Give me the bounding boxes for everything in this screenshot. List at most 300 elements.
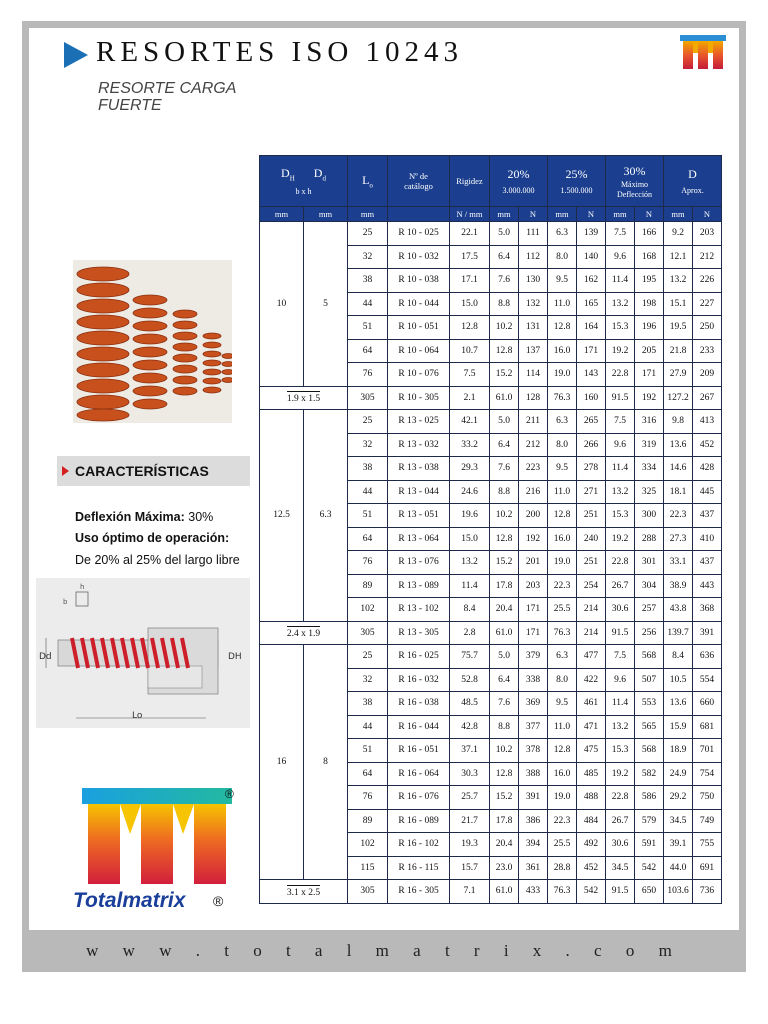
value-cell: 32 [348, 668, 388, 692]
value-cell: 15.1 [664, 292, 693, 316]
value-cell: 6.4 [490, 433, 519, 457]
value-cell: 267 [693, 386, 722, 410]
value-cell: 681 [693, 715, 722, 739]
catalog-cell: R 16 - 089 [388, 809, 450, 833]
catalog-cell: R 10 - 305 [388, 386, 450, 410]
footer-bar [22, 930, 746, 972]
value-cell: 7.6 [490, 457, 519, 481]
value-cell: 13.6 [664, 692, 693, 716]
col-header-lo: $L_o$ [348, 156, 388, 207]
dh-cell: 10 [260, 222, 304, 387]
value-cell: 437 [693, 504, 722, 528]
value-cell: 227 [693, 292, 722, 316]
value-cell: 139.7 [664, 621, 693, 645]
value-cell: 75.7 [450, 645, 490, 669]
value-cell: 34.5 [606, 856, 635, 880]
value-cell: 127.2 [664, 386, 693, 410]
value-cell: 554 [693, 668, 722, 692]
value-cell: 48.5 [450, 692, 490, 716]
value-cell: 9.6 [606, 245, 635, 269]
catalog-cell: R 16 - 076 [388, 786, 450, 810]
value-cell: 114 [519, 363, 548, 387]
value-cell: 750 [693, 786, 722, 810]
value-cell: 192 [635, 386, 664, 410]
spring-spec-table [259, 155, 722, 904]
footer-url[interactable]: w w w . t o t a l m a t r i x . c o m [86, 941, 682, 960]
bxh-value: 3.1 x 2.5 [287, 885, 320, 898]
value-cell: 288 [635, 527, 664, 551]
catalog-cell: R 13 - 064 [388, 527, 450, 551]
value-cell: 37.1 [450, 739, 490, 763]
unit-cell: mm [664, 207, 693, 222]
value-cell: 305 [348, 880, 388, 904]
subtitle-line-1: RESORTE CARGA [98, 80, 237, 97]
deflection-spec [75, 510, 213, 524]
col-header-rigidez: Rigidez [450, 156, 490, 207]
unit-cell: mm [548, 207, 577, 222]
value-cell: 394 [519, 833, 548, 857]
value-cell: 29.3 [450, 457, 490, 481]
value-cell: 386 [519, 809, 548, 833]
value-cell: 38 [348, 269, 388, 293]
unit-cell: mm [304, 207, 348, 222]
value-cell: 160 [577, 386, 606, 410]
value-cell: 25.5 [548, 833, 577, 857]
value-cell: 12.8 [548, 316, 577, 340]
value-cell: 8.0 [548, 668, 577, 692]
deflection-label: Deflexión Máxima: [75, 510, 185, 524]
value-cell: 15.3 [606, 504, 635, 528]
value-cell: 162 [577, 269, 606, 293]
value-cell: 11.4 [606, 457, 635, 481]
value-cell: 61.0 [490, 880, 519, 904]
value-cell: 21.8 [664, 339, 693, 363]
value-cell: 19.2 [606, 762, 635, 786]
diagram-h-label: h [80, 583, 85, 591]
value-cell: 6.4 [490, 245, 519, 269]
value-cell: 91.5 [606, 386, 635, 410]
value-cell: 200 [519, 504, 548, 528]
value-cell: 5.0 [490, 222, 519, 246]
value-cell: 507 [635, 668, 664, 692]
col-header-20: 20% 3.000.000 [490, 156, 548, 207]
value-cell: 44 [348, 715, 388, 739]
unit-cell: mm [260, 207, 304, 222]
value-cell: 89 [348, 574, 388, 598]
value-cell: 38 [348, 692, 388, 716]
value-cell: 10.2 [490, 316, 519, 340]
value-cell: 171 [519, 598, 548, 622]
value-cell: 165 [577, 292, 606, 316]
value-cell: 8.8 [490, 715, 519, 739]
value-cell: 29.2 [664, 786, 693, 810]
value-cell: 452 [693, 433, 722, 457]
value-cell: 171 [635, 363, 664, 387]
value-cell: 25 [348, 645, 388, 669]
subtitle-line-2: FUERTE [98, 97, 162, 114]
catalog-cell: R 10 - 076 [388, 363, 450, 387]
value-cell: 14.6 [664, 457, 693, 481]
value-cell: 38 [348, 457, 388, 481]
value-cell: 2.1 [450, 386, 490, 410]
value-cell: 433 [519, 880, 548, 904]
table-row [260, 410, 722, 434]
value-cell: 111 [519, 222, 548, 246]
value-cell: 338 [519, 668, 548, 692]
value-cell: 7.1 [450, 880, 490, 904]
value-cell: 212 [519, 433, 548, 457]
value-cell: 492 [577, 833, 606, 857]
value-cell: 304 [635, 574, 664, 598]
table-header-row [260, 156, 722, 207]
diagram-dd-label: Dd [39, 652, 52, 662]
value-cell: 13.6 [664, 433, 693, 457]
value-cell: 7.5 [606, 222, 635, 246]
value-cell: 18.9 [664, 739, 693, 763]
catalog-cell: R 10 - 025 [388, 222, 450, 246]
value-cell: 11.0 [548, 480, 577, 504]
catalog-cell: R 13 - 076 [388, 551, 450, 575]
value-cell: 9.5 [548, 692, 577, 716]
diagram-dh-label: DH [228, 652, 242, 662]
value-cell: 132 [519, 292, 548, 316]
value-cell: 568 [635, 739, 664, 763]
totalmatrix-logo-small-icon [680, 35, 726, 69]
value-cell: 391 [519, 786, 548, 810]
value-cell: 24.6 [450, 480, 490, 504]
value-cell: 112 [519, 245, 548, 269]
value-cell: 755 [693, 833, 722, 857]
catalog-cell: R 10 - 044 [388, 292, 450, 316]
value-cell: 542 [577, 880, 606, 904]
value-cell: 25.7 [450, 786, 490, 810]
value-cell: 17.1 [450, 269, 490, 293]
value-cell: 16.0 [548, 339, 577, 363]
value-cell: 131 [519, 316, 548, 340]
value-cell: 76 [348, 363, 388, 387]
value-cell: 11.4 [606, 269, 635, 293]
value-cell: 19.0 [548, 786, 577, 810]
value-cell: 15.7 [450, 856, 490, 880]
value-cell: 754 [693, 762, 722, 786]
value-cell: 477 [577, 645, 606, 669]
catalog-cell: R 16 - 032 [388, 668, 450, 692]
dh-cell: 16 [260, 645, 304, 880]
value-cell: 301 [635, 551, 664, 575]
col-header-d: D Aprox. [664, 156, 722, 207]
value-cell: 25 [348, 410, 388, 434]
value-cell: 15.9 [664, 715, 693, 739]
springs-photo [73, 260, 232, 423]
value-cell: 9.8 [664, 410, 693, 434]
catalog-cell: R 13 - 089 [388, 574, 450, 598]
value-cell: 12.8 [548, 504, 577, 528]
springs-photo-icon [73, 260, 232, 423]
value-cell: 30.6 [606, 598, 635, 622]
value-cell: 214 [577, 621, 606, 645]
value-cell: 461 [577, 692, 606, 716]
value-cell: 579 [635, 809, 664, 833]
catalog-cell: R 13 - 025 [388, 410, 450, 434]
features-heading-bar [57, 456, 250, 486]
value-cell: 13.2 [606, 715, 635, 739]
value-cell: 452 [577, 856, 606, 880]
bxh-value: 1.9 x 1.5 [287, 391, 320, 404]
diagram-b-label: b [63, 598, 68, 606]
value-cell: 368 [693, 598, 722, 622]
features-arrow-icon [62, 466, 69, 476]
brand-registered-mark: ® [225, 787, 234, 801]
value-cell: 164 [577, 316, 606, 340]
value-cell: 19.2 [606, 339, 635, 363]
value-cell: 475 [577, 739, 606, 763]
catalog-cell: R 13 - 032 [388, 433, 450, 457]
value-cell: 388 [519, 762, 548, 786]
deflection-value: 30% [188, 510, 214, 524]
value-cell: 361 [519, 856, 548, 880]
value-cell: 64 [348, 339, 388, 363]
value-cell: 22.3 [548, 809, 577, 833]
value-cell: 334 [635, 457, 664, 481]
value-cell: 34.5 [664, 809, 693, 833]
catalog-cell: R 16 - 064 [388, 762, 450, 786]
value-cell: 22.3 [548, 574, 577, 598]
value-cell: 20.4 [490, 598, 519, 622]
value-cell: 256 [635, 621, 664, 645]
value-cell: 27.9 [664, 363, 693, 387]
value-cell: 485 [577, 762, 606, 786]
value-cell: 211 [519, 410, 548, 434]
value-cell: 171 [577, 339, 606, 363]
value-cell: 8.8 [490, 480, 519, 504]
value-cell: 13.2 [664, 269, 693, 293]
value-cell: 379 [519, 645, 548, 669]
table-row [260, 386, 722, 410]
optimal-label: Uso óptimo de operación: [75, 531, 230, 545]
col-header-25: 25% 1.500.000 [548, 156, 606, 207]
value-cell: 319 [635, 433, 664, 457]
value-cell: 271 [577, 480, 606, 504]
value-cell: 240 [577, 527, 606, 551]
catalog-cell: R 10 - 038 [388, 269, 450, 293]
value-cell: 209 [693, 363, 722, 387]
col-header-dh-dd: $D_H$ $D_d$ b x h [260, 156, 348, 207]
value-cell: 22.3 [664, 504, 693, 528]
value-cell: 19.0 [548, 363, 577, 387]
value-cell: 26.7 [606, 809, 635, 833]
value-cell: 11.4 [450, 574, 490, 598]
value-cell: 33.2 [450, 433, 490, 457]
value-cell: 9.2 [664, 222, 693, 246]
value-cell: 316 [635, 410, 664, 434]
value-cell: 44.0 [664, 856, 693, 880]
catalog-cell: R 16 - 025 [388, 645, 450, 669]
unit-cell: mm [348, 207, 388, 222]
value-cell: 443 [693, 574, 722, 598]
value-cell: 76 [348, 551, 388, 575]
value-cell: 8.4 [450, 598, 490, 622]
value-cell: 10.2 [490, 504, 519, 528]
catalog-cell: R 10 - 032 [388, 245, 450, 269]
table-row [260, 645, 722, 669]
value-cell: 12.8 [450, 316, 490, 340]
value-cell: 6.3 [548, 645, 577, 669]
page-title: RESORTES ISO 10243 [96, 36, 464, 68]
value-cell: 428 [693, 457, 722, 481]
value-cell: 15.2 [490, 551, 519, 575]
value-cell: 23.0 [490, 856, 519, 880]
value-cell: 13.2 [606, 480, 635, 504]
value-cell: 369 [519, 692, 548, 716]
value-cell: 19.5 [664, 316, 693, 340]
value-cell: 168 [635, 245, 664, 269]
table-units-row [260, 207, 722, 222]
value-cell: 25.5 [548, 598, 577, 622]
value-cell: 166 [635, 222, 664, 246]
value-cell: 251 [577, 504, 606, 528]
value-cell: 6.3 [548, 222, 577, 246]
value-cell: 203 [693, 222, 722, 246]
value-cell: 233 [693, 339, 722, 363]
catalog-cell: R 13 - 038 [388, 457, 450, 481]
catalog-cell: R 16 - 044 [388, 715, 450, 739]
brand-registered-mark-2: ® [213, 893, 224, 909]
value-cell: 7.5 [450, 363, 490, 387]
value-cell: 130 [519, 269, 548, 293]
unit-cell: mm [606, 207, 635, 222]
value-cell: 42.1 [450, 410, 490, 434]
value-cell: 22.8 [606, 363, 635, 387]
value-cell: 25 [348, 222, 388, 246]
catalog-cell: R 13 - 051 [388, 504, 450, 528]
unit-cell [388, 207, 450, 222]
value-cell: 9.5 [548, 457, 577, 481]
bxh-cell [260, 880, 348, 904]
value-cell: 61.0 [490, 386, 519, 410]
value-cell: 91.5 [606, 880, 635, 904]
value-cell: 139 [577, 222, 606, 246]
unit-cell: N / mm [450, 207, 490, 222]
value-cell: 7.5 [606, 645, 635, 669]
value-cell: 30.6 [606, 833, 635, 857]
value-cell: 22.8 [606, 551, 635, 575]
value-cell: 24.9 [664, 762, 693, 786]
brand-name: Totalmatrix [73, 889, 186, 912]
value-cell: 89 [348, 809, 388, 833]
value-cell: 140 [577, 245, 606, 269]
catalog-cell: R 16 - 038 [388, 692, 450, 716]
value-cell: 76.3 [548, 880, 577, 904]
value-cell: 195 [635, 269, 664, 293]
value-cell: 22.1 [450, 222, 490, 246]
value-cell: 212 [693, 245, 722, 269]
value-cell: 143 [577, 363, 606, 387]
value-cell: 5.0 [490, 410, 519, 434]
value-cell: 591 [635, 833, 664, 857]
value-cell: 10.2 [490, 739, 519, 763]
optimal-value: De 20% al 25% del largo libre [75, 553, 240, 567]
col-header-30: 30% Máximo Deflección [606, 156, 664, 207]
unit-cell: N [519, 207, 548, 222]
dh-cell: 12.5 [260, 410, 304, 622]
value-cell: 266 [577, 433, 606, 457]
table-body [260, 222, 722, 904]
totalmatrix-logo-icon [82, 784, 232, 884]
value-cell: 257 [635, 598, 664, 622]
value-cell: 64 [348, 527, 388, 551]
value-cell: 11.4 [606, 692, 635, 716]
catalog-cell: R 13 - 102 [388, 598, 450, 622]
value-cell: 51 [348, 504, 388, 528]
value-cell: 91.5 [606, 621, 635, 645]
value-cell: 413 [693, 410, 722, 434]
spring-diagram-icon [36, 578, 250, 728]
value-cell: 484 [577, 809, 606, 833]
value-cell: 377 [519, 715, 548, 739]
value-cell: 250 [693, 316, 722, 340]
value-cell: 198 [635, 292, 664, 316]
value-cell: 251 [577, 551, 606, 575]
value-cell: 61.0 [490, 621, 519, 645]
value-cell: 15.2 [490, 786, 519, 810]
catalog-cell: R 13 - 305 [388, 621, 450, 645]
value-cell: 102 [348, 833, 388, 857]
value-cell: 115 [348, 856, 388, 880]
value-cell: 471 [577, 715, 606, 739]
table-row [260, 621, 722, 645]
value-cell: 254 [577, 574, 606, 598]
value-cell: 38.9 [664, 574, 693, 598]
bxh-value: 2.4 x 1.9 [287, 626, 320, 639]
value-cell: 582 [635, 762, 664, 786]
value-cell: 16.0 [548, 762, 577, 786]
value-cell: 103.6 [664, 880, 693, 904]
value-cell: 305 [348, 621, 388, 645]
value-cell: 378 [519, 739, 548, 763]
value-cell: 17.8 [490, 574, 519, 598]
dd-cell: 6.3 [304, 410, 348, 622]
value-cell: 16.0 [548, 527, 577, 551]
value-cell: 44 [348, 292, 388, 316]
value-cell: 12.8 [490, 339, 519, 363]
value-cell: 650 [635, 880, 664, 904]
diagram-lo-label: Lo [132, 711, 143, 721]
dd-cell: 5 [304, 222, 348, 387]
catalog-cell: R 13 - 044 [388, 480, 450, 504]
value-cell: 437 [693, 551, 722, 575]
value-cell: 12.8 [490, 527, 519, 551]
value-cell: 586 [635, 786, 664, 810]
value-cell: 17.5 [450, 245, 490, 269]
value-cell: 21.7 [450, 809, 490, 833]
value-cell: 27.3 [664, 527, 693, 551]
value-cell: 10.5 [664, 668, 693, 692]
value-cell: 15.2 [490, 363, 519, 387]
value-cell: 203 [519, 574, 548, 598]
value-cell: 445 [693, 480, 722, 504]
title-arrow-icon [64, 42, 88, 68]
table-row [260, 222, 722, 246]
value-cell: 12.1 [664, 245, 693, 269]
value-cell: 32 [348, 245, 388, 269]
value-cell: 33.1 [664, 551, 693, 575]
value-cell: 553 [635, 692, 664, 716]
catalog-cell: R 16 - 115 [388, 856, 450, 880]
value-cell: 30.3 [450, 762, 490, 786]
value-cell: 42.8 [450, 715, 490, 739]
value-cell: 11.0 [548, 292, 577, 316]
value-cell: 15.3 [606, 316, 635, 340]
